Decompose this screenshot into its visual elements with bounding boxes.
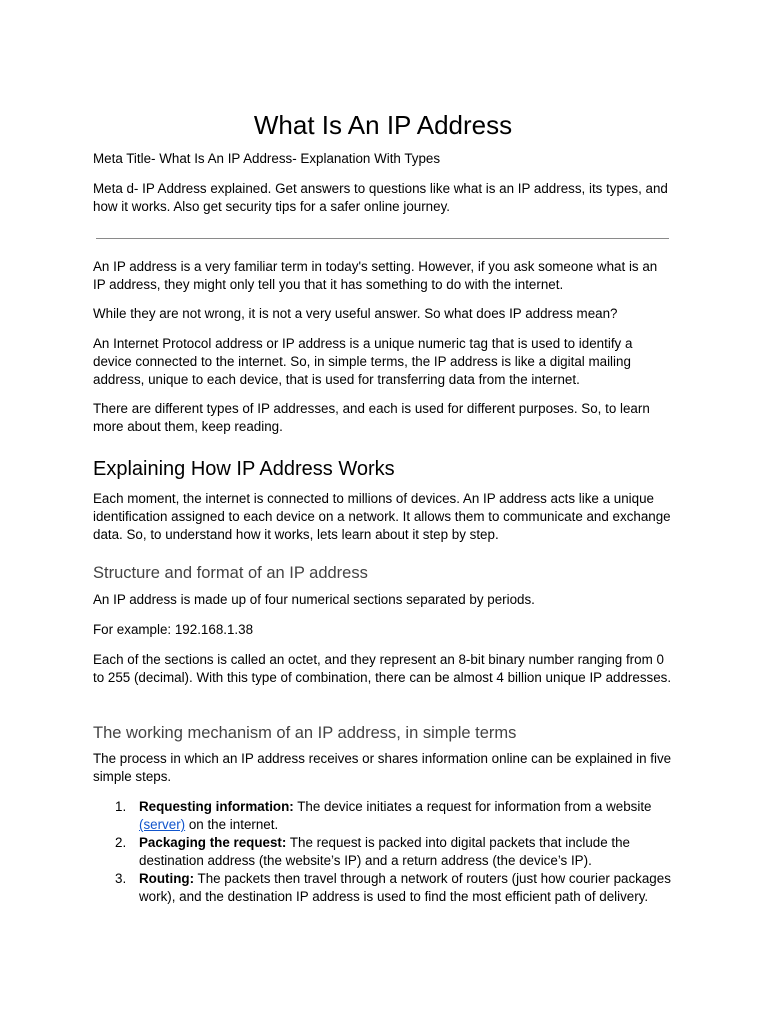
structure-paragraph-3: Each of the sections is called an octet, and they represent an 8-bit binary number ranging from 0 to 255 (decimal). With this type of combination, there can be almost 4 billion unique IP addresses.	[93, 652, 672, 685]
list-item-bold-label: Requesting information:	[139, 799, 294, 814]
list-item-bold-label: Routing:	[139, 871, 195, 886]
meta-title: Meta Title- What Is An IP Address- Explanation With Types	[93, 151, 441, 166]
mechanism-intro: The process in which an IP address receives or shares information online can be explained in five simple steps.	[93, 751, 672, 784]
intro-paragraph-1: An IP address is a very familiar term in today's setting. However, if you ask someone what is an IP address, they might only tell you that it has something to do with the internet.	[93, 259, 658, 292]
list-item-text: The packets then travel through a network of routers (just how courier packages work), and the destination IP address is used to find the most efficient path of delivery.	[139, 871, 671, 904]
list-item-text: The request is packed into digital packets that include the destination address (the website’s IP) and a return address (the device’s IP).	[139, 835, 631, 868]
list-item-text: The device initiates a request for information from a website	[293, 799, 652, 814]
list-item	[93, 798, 673, 834]
horizontal-divider	[96, 238, 669, 239]
section-how-it-works-body: Each moment, the internet is connected to millions of devices. An IP address acts like a unique identification assigned to each device on a network. It allows them to communicate and exchange data. So, to understand how it works, lets learn about it step by step.	[93, 491, 671, 542]
document-title: What Is An IP Address	[253, 110, 513, 140]
list-item-text-after: on the internet.	[185, 817, 279, 832]
steps-list	[93, 798, 673, 906]
list-item-bold-label: Packaging the request:	[139, 835, 287, 850]
subsection-heading-mechanism: The working mechanism of an IP address, in simple terms	[93, 724, 517, 742]
list-item-number: 1.	[115, 799, 127, 814]
intro-paragraph-2: While they are not wrong, it is not a very useful answer. So what does IP address mean?	[93, 306, 618, 321]
intro-paragraph-3: An Internet Protocol address or IP address is a unique numeric tag that is used to identify a device connected to the internet. So, in simple terms, the IP address is like a digital mailing address, unique to each device, that is used for transferring data from the internet.	[93, 336, 633, 387]
server-link[interactable]: (server)	[139, 817, 186, 832]
structure-example: For example: 192.168.1.38	[93, 622, 254, 637]
intro-paragraph-4: There are different types of IP addresses, and each is used for different purposes. So, to learn more about them, keep reading.	[93, 401, 650, 434]
list-item	[93, 870, 673, 906]
structure-paragraph-1: An IP address is made up of four numerical sections separated by periods.	[93, 592, 535, 607]
meta-description: Meta d- IP Address explained. Get answers to questions like what is an IP address, its types, and how it works. Also get security tips for a safer online journey.	[93, 181, 668, 214]
list-item-number: 3.	[115, 871, 127, 886]
list-item	[93, 834, 673, 870]
subsection-heading-structure: Structure and format of an IP address	[93, 564, 368, 582]
list-item-number: 2.	[115, 835, 127, 850]
section-heading-how-it-works: Explaining How IP Address Works	[93, 458, 395, 480]
